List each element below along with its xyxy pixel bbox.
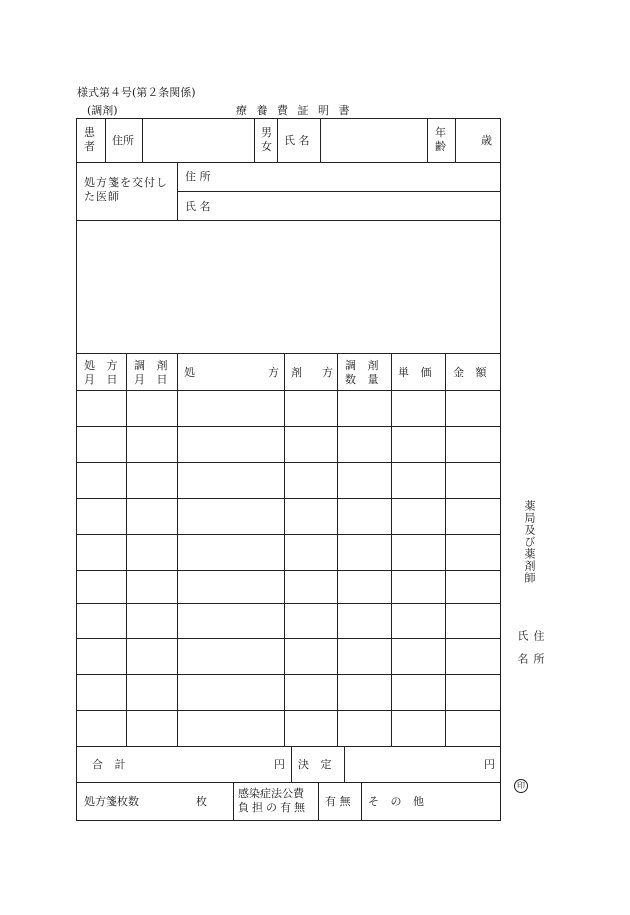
rule-footer-top xyxy=(76,782,501,783)
doctor-address-label: 住 所 xyxy=(185,170,211,183)
rule-v xyxy=(177,353,178,746)
seal-mark: 印 xyxy=(514,779,528,793)
rule-header-top xyxy=(76,353,501,354)
col-prescription-right: 方 xyxy=(268,366,279,379)
col-unit-price: 単 価 xyxy=(398,366,436,379)
rule-row-5 xyxy=(76,570,501,571)
patient-age-unit: 歳 xyxy=(481,134,492,147)
sheets-unit: 枚 xyxy=(196,795,207,808)
form-number: 様式第４号(第２条関係) xyxy=(77,86,196,99)
rule-v xyxy=(337,353,338,746)
col-prescription-date: 処 方 月 日 xyxy=(84,359,122,386)
col-dispensing-quantity: 調 剤 数 量 xyxy=(345,359,383,386)
patient-name-label: 氏 名 xyxy=(284,134,310,147)
rule-v xyxy=(142,118,143,162)
doctor-label: 処方箋を交付し た医師 xyxy=(84,176,168,203)
pharmacy-address-label: 住所 xyxy=(532,630,545,676)
col-amount: 金 額 xyxy=(453,366,491,379)
rule-header-bottom xyxy=(76,390,501,391)
rule-v xyxy=(445,353,446,746)
rule-v xyxy=(427,118,428,162)
rule-row-1 xyxy=(76,426,501,427)
pharmacy-name-label: 氏名 xyxy=(516,630,529,676)
rule-v xyxy=(455,118,456,162)
col-dispensing-left: 剤 xyxy=(291,366,302,379)
other-label: そ の 他 xyxy=(368,795,428,808)
rule-v xyxy=(126,353,127,746)
col-prescription-left: 処 xyxy=(184,366,195,379)
rule-doctor-mid xyxy=(177,191,501,192)
rule-v xyxy=(233,782,234,821)
rule-row-6 xyxy=(76,603,501,604)
rule-total-top xyxy=(76,746,501,747)
rule-row-4 xyxy=(76,534,501,535)
total-label: 合 計 xyxy=(92,758,130,771)
col-dispensing-right: 方 xyxy=(322,366,333,379)
yes-no-label: 有 無 xyxy=(325,795,351,808)
rule-row-8 xyxy=(76,674,501,675)
rule-v xyxy=(284,353,285,746)
rule-v xyxy=(391,353,392,746)
doctor-name-label: 氏 名 xyxy=(185,200,211,213)
form-category: (調剤) xyxy=(87,104,118,117)
decision-unit: 円 xyxy=(484,758,495,771)
rule-row-7 xyxy=(76,638,501,639)
rule-v xyxy=(277,118,278,162)
patient-address-label: 住所 xyxy=(112,134,134,147)
total-unit: 円 xyxy=(274,758,285,771)
patient-sex-label: 男 女 xyxy=(261,126,272,153)
rule-v xyxy=(254,118,255,162)
rule-v xyxy=(177,162,178,220)
rule-v xyxy=(318,782,319,821)
form-border xyxy=(76,118,501,821)
patient-age-label: 年 齢 xyxy=(435,126,446,153)
rule-v xyxy=(105,118,106,162)
rule-v xyxy=(361,782,362,821)
rule-row-9 xyxy=(76,710,501,711)
rule-patient-bottom xyxy=(76,162,501,163)
rule-v xyxy=(320,118,321,162)
infection-burden-label: 感染症法公費 負担の有無 xyxy=(238,787,308,814)
rule-v xyxy=(344,746,345,782)
rule-v xyxy=(291,746,292,782)
rule-row-3 xyxy=(76,498,501,499)
decision-label: 決 定 xyxy=(298,758,336,771)
form-title: 療 養 費 証 明 書 xyxy=(236,104,353,117)
pharmacy-label: 薬局及び薬剤師 xyxy=(523,500,536,584)
sheets-label: 処方箋枚数 xyxy=(84,795,139,808)
rule-doctor-bottom xyxy=(76,220,501,221)
rule-row-2 xyxy=(76,462,501,463)
patient-label: 患 者 xyxy=(84,126,95,153)
col-dispensing-date: 調 剤 月 日 xyxy=(134,359,172,386)
